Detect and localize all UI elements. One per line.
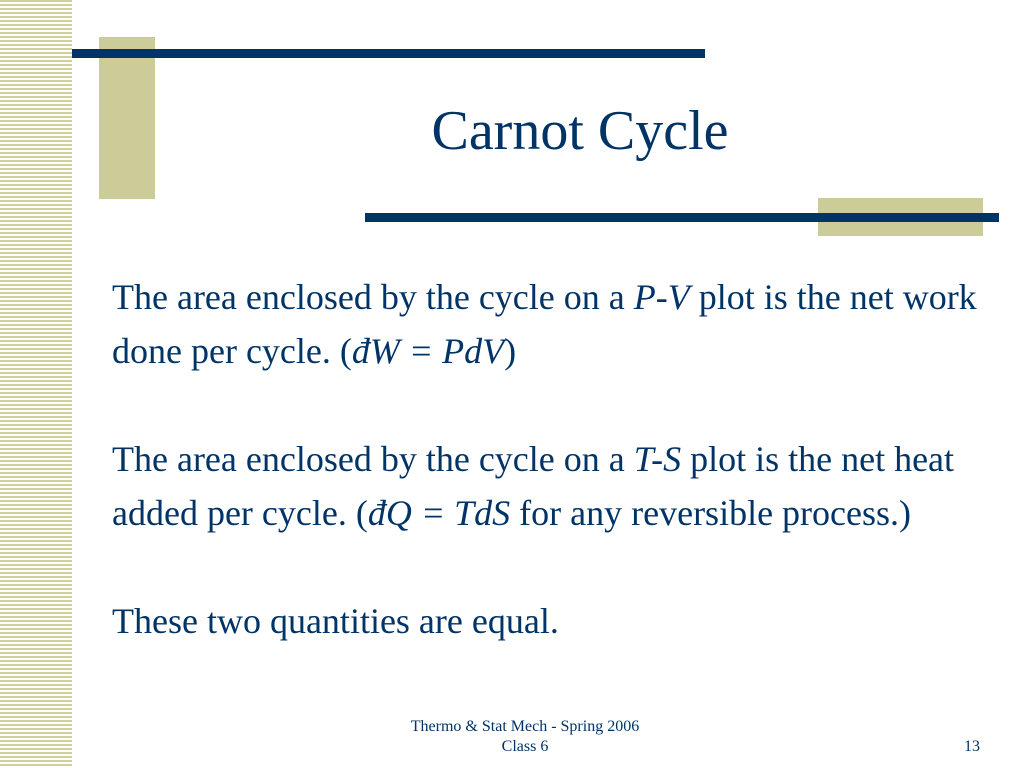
footer-class: Class 6	[501, 738, 549, 755]
math-run: T-S	[633, 439, 682, 479]
title-underline-rule	[365, 213, 999, 222]
math-run: đQ = TdS	[367, 493, 511, 533]
top-rule	[72, 49, 705, 58]
text-run: These two quantities are equal.	[112, 601, 559, 641]
text-run: plot is the net heat added per cycle. (	[112, 439, 955, 533]
slide-body	[112, 270, 992, 648]
paragraph-heat	[112, 432, 992, 540]
striped-side-band	[0, 0, 72, 768]
text-run: for any reversible process.)	[510, 493, 912, 533]
slide-title: Carnot Cycle	[431, 100, 729, 162]
footer-course: Thermo & Stat Mech - Spring 2006	[410, 718, 640, 735]
page-number: 13	[964, 738, 980, 755]
math-run: đW = PdV	[351, 331, 505, 371]
decorative-olive-block	[99, 37, 155, 199]
footer	[340, 717, 710, 757]
text-run: )	[504, 331, 517, 371]
paragraph-equal	[112, 594, 992, 648]
text-run: plot is the net work done per cycle. (	[112, 277, 977, 371]
text-run: The area enclosed by the cycle on a	[112, 439, 634, 479]
text-run: The area enclosed by the cycle on a	[112, 277, 634, 317]
paragraph-work	[112, 270, 992, 378]
math-run: P-V	[633, 277, 690, 317]
